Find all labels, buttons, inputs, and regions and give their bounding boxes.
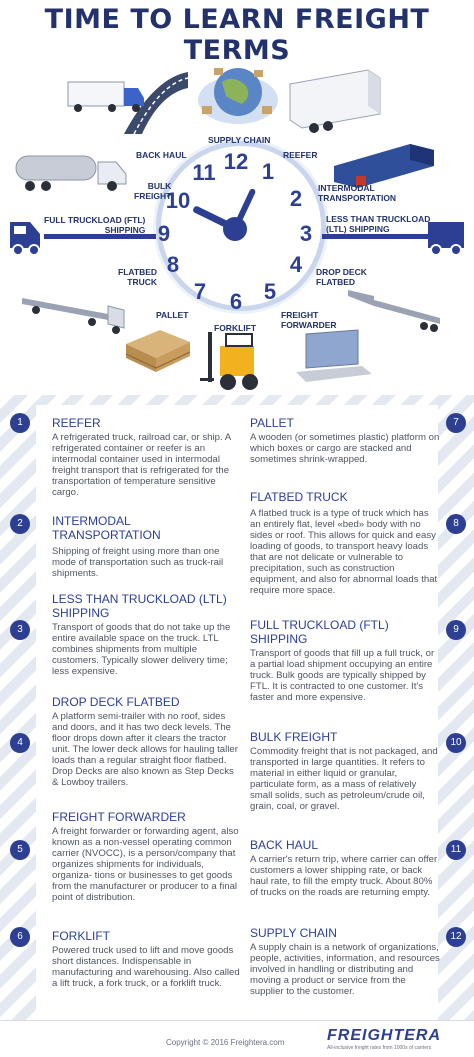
back-haul-truck-illustration	[64, 68, 188, 134]
term-definition: Commodity freight that is not packaged, and transported in large quantities. It refers to material in either liquid or granular, particulate form, as a mass of relatively small solids, such as petroleum/crude oil, grain, coal, or gravel.	[250, 746, 438, 812]
term-number-badge: 11	[446, 840, 466, 860]
term-number-badge: 2	[10, 514, 30, 534]
term-title: SUPPLY CHAIN	[250, 926, 337, 940]
term-title: REEFER	[52, 416, 101, 430]
clock-section	[0, 0, 474, 395]
term-drop-deck	[52, 695, 242, 788]
term-number-badge: 4	[10, 733, 30, 753]
term-title: FLATBED TRUCK	[250, 490, 348, 504]
clock-number-1: 1	[261, 159, 275, 184]
term-ltl	[52, 592, 242, 677]
label-back-haul: BACK HAUL	[136, 150, 187, 160]
clock-number-12: 12	[223, 149, 249, 174]
term-definition: Powered truck used to lift and move goods short distances. Indispensable in manufacturing and warehousing. Also called a lift truck, a fork truck, or a forklift truck.	[52, 945, 240, 989]
term-title: FORKLIFT	[52, 929, 111, 943]
term-title: INTERMODAL TRANSPORTATION	[52, 514, 161, 542]
footer	[0, 1021, 474, 1057]
clock-number-7: 7	[193, 279, 207, 304]
label-freight-forwarder: FREIGHT FORWARDER	[281, 310, 337, 330]
term-number-badge: 12	[446, 927, 466, 947]
term-ftl	[250, 618, 440, 703]
term-bulk-freight	[250, 730, 440, 812]
term-number-badge: 1	[10, 413, 30, 433]
logo-tagline: All-inclusive freight rates from 1000s of carriers	[327, 1045, 432, 1051]
term-title: FULL TRUCKLOAD (FTL) SHIPPING	[250, 618, 389, 646]
supply-chain-globe-illustration	[192, 56, 284, 130]
term-number-badge: 10	[446, 733, 466, 753]
term-definition: A refrigerated truck, railroad car, or ship. A refrigerated container or reefer is an intermodal container used in intermodal freight transport that is refrigerated for the transportation of temperature sensitive cargo.	[52, 432, 231, 498]
term-number-badge: 5	[10, 840, 30, 860]
term-number-badge: 9	[446, 620, 466, 640]
term-intermodal	[52, 514, 242, 579]
freightera-logo[interactable]: FREIGHTERA	[327, 1027, 441, 1044]
term-definition: Shipping of freight using more than one mode of transportation such as truck-rail shipments.	[52, 546, 224, 579]
term-supply-chain	[250, 926, 440, 997]
label-supply-chain: SUPPLY CHAIN	[208, 135, 271, 145]
term-title: LESS THAN TRUCKLOAD (LTL) SHIPPING	[52, 592, 227, 620]
term-freight-forwarder	[52, 810, 242, 903]
clock-number-10: 10	[165, 188, 191, 213]
term-title: PALLET	[250, 416, 294, 430]
term-definition: Transport of goods that fill up a full truck, or a partial load shipment occupying an entire truck. Bulk goods are typically shipped by FTL. It is contracted to one customer. It's faster and more expensive.	[250, 648, 435, 703]
label-intermodal: INTERMODAL TRANSPORTATION	[318, 183, 397, 203]
term-title: BACK HAUL	[250, 838, 319, 852]
label-forklift: FORKLIFT	[214, 323, 257, 333]
term-flatbed-truck	[250, 490, 440, 596]
clock-number-4: 4	[289, 252, 303, 277]
reefer-trailer-illustration	[284, 64, 384, 136]
ltl-truck-icon	[426, 214, 470, 256]
term-number-badge: 7	[446, 413, 466, 433]
term-pallet	[250, 416, 440, 465]
freight-forwarder-laptop-illustration	[292, 328, 374, 386]
label-flatbed: FLATBED TRUCK	[118, 267, 158, 287]
clock-number-5: 5	[263, 279, 277, 304]
label-bulk-freight: BULK FREIGHT	[134, 181, 172, 201]
term-forklift	[52, 929, 242, 989]
term-number-badge: 6	[10, 927, 30, 947]
term-number-badge: 8	[446, 514, 466, 534]
ltl-arrow	[322, 234, 428, 239]
term-definition: A flatbed truck is a type of truck which has an entirely flat, level «bed» body with no sides or roof. This allows for quick and easy loading of goods, to transport heavy loads that are not delicate or vulnerable to precipitation, such as construction equipment, and also for abnormal loads that require more space.	[250, 508, 438, 596]
clock-number-6: 6	[229, 289, 243, 314]
term-title: BULK FREIGHT	[250, 730, 338, 744]
clock-number-2: 2	[289, 186, 303, 211]
term-definition: A supply chain is a network of organizations, people, activities, information, and resources involved in handling or distributing and moving a product or service from the supplier to the customer.	[250, 942, 440, 997]
clock-number-3: 3	[299, 221, 313, 246]
term-definition: A carrier's return trip, where carrier can offer customers a lower shipping rate, or back haul rate, to fill the empty truck. About 80% of trucks on the roads are returning empty.	[250, 854, 438, 898]
clock-center-hub	[223, 217, 247, 241]
term-definition: Transport of goods that do not take up the entire available space on the truck. LTL combines shipments from multiple customers. Typically slower delivery time; less expensive.	[52, 622, 231, 677]
copyright-text: Copyright © 2016 Freightera.com	[166, 1038, 285, 1047]
term-definition: A wooden (or sometimes plastic) platform on which boxes or cargo are stacked and sometimes shrink-wrapped.	[250, 432, 440, 465]
term-back-haul	[250, 838, 440, 898]
flatbed-truck-illustration	[18, 284, 130, 336]
tanker-truck-illustration	[12, 150, 132, 194]
term-title: DROP DECK FLATBED	[52, 695, 180, 709]
forklift-illustration	[198, 330, 276, 394]
term-definition: A freight forwarder or forwarding agent, also known as a non-vessel operating common carrier (NVOCC), is a person/company that organizes shipments for individuals, organiza- tions or businesses to get goods from the manufacturer or producer to a final point of distribution.	[52, 826, 239, 903]
term-reefer	[52, 416, 242, 498]
label-pallet: PALLET	[156, 310, 189, 320]
clock-number-8: 8	[166, 252, 180, 277]
label-drop-deck: DROP DECK FLATBED	[316, 267, 367, 287]
term-title: FREIGHT FORWARDER	[52, 810, 186, 824]
clock-number-9: 9	[157, 221, 171, 246]
term-number-badge: 3	[10, 620, 30, 640]
term-definition: A platform semi-trailer with no roof, sides and doors, and it has two deck levels. The floor drops down after it clears the tractor unit. The lower deck allows for hauling taller loads than a regular straight floor flatbed. Drop Decks are also known as Step Decks & Lowboy trailers.	[52, 711, 238, 788]
pallet-stack-illustration	[120, 316, 194, 378]
clock-number-11: 11	[192, 160, 216, 185]
ftl-truck-icon	[8, 214, 48, 256]
label-reefer: REEFER	[283, 150, 318, 160]
label-ftl: FULL TRUCKLOAD (FTL) SHIPPING	[44, 215, 146, 235]
label-ltl: LESS THAN TRUCKLOAD (LTL) SHIPPING	[326, 214, 431, 234]
page-title: TIME TO LEARN FREIGHT TERMS	[44, 4, 430, 66]
